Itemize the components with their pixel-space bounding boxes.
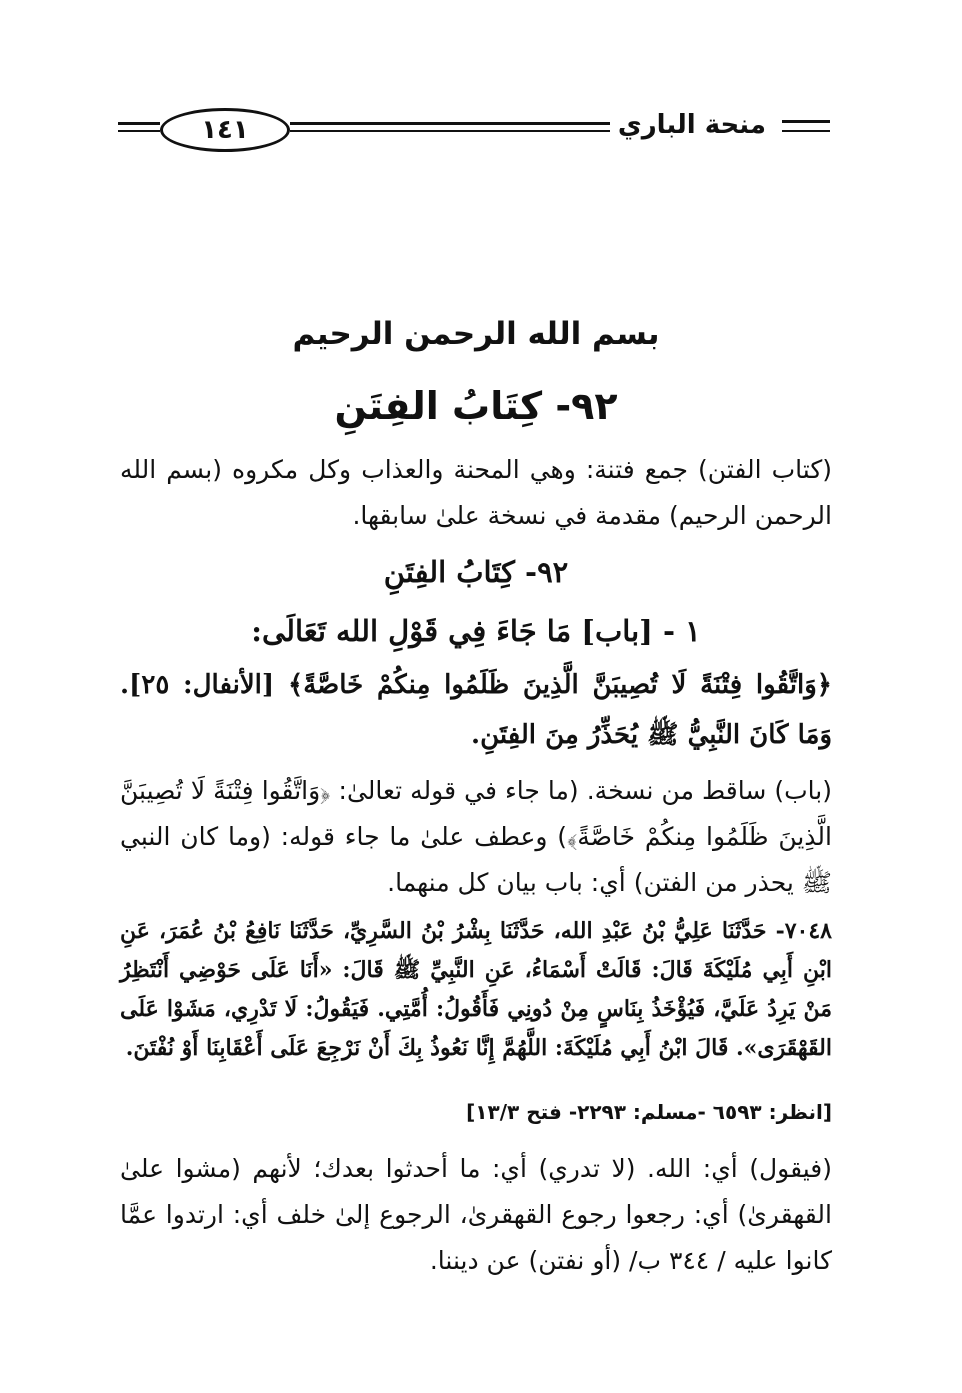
header-rule-left-lower	[118, 130, 160, 132]
basmala: بسم الله الرحمن الرحيم	[292, 316, 660, 352]
header-rule-right	[782, 120, 830, 123]
commentary-paragraph-3: (فيقول) أي: الله. (لا تدري) أي: ما أحدثوا بعدك؛ لأنهم (مشوا علىٰ القهقرىٰ) أي: رجعوا رجوع القهقرىٰ، الرجوع إلىٰ خلف أي: ارتدوا عمَّا كانوا عليه / ٣٤٤ ب/ (أو نفتن) عن ديننا.	[120, 1154, 832, 1275]
commentary-paragraph-1: (كتاب الفتن) جمع فتنة: وهي المحنة والعذاب وكل مكروه (بسم الله الرحمن الرحيم) مقدمة في نسخة علىٰ سابقها.	[120, 455, 832, 530]
chapter-heading: ١ - [باب] مَا جَاءَ فِي قَوْلِ الله تَعَالَى:	[251, 614, 701, 648]
page-number: ١٤١	[160, 108, 290, 152]
quran-verse-block: ﴿وَاتَّقُوا فِتْنَةً لَا تُصِيبَنَّ الَّذِينَ ظَلَمُوا مِنكُمْ خَاصَّةً﴾ [الأنفال: ٢٥]. وَمَا كَانَ النَّبِيُّ ﷺ يُحَذِّرُ مِنَ الفِتَنِ.	[120, 670, 832, 750]
header-rule-right-lower	[782, 130, 830, 132]
book-title: ٩٢- كِتَابُ الفِتَنِ	[334, 384, 618, 428]
header-rule-middle-lower	[290, 130, 610, 132]
running-title: منحة الباري	[617, 110, 766, 140]
book-title-text: ٩٢- كِتَابُ الفِتَنِ	[383, 555, 569, 589]
header-rule-middle	[290, 122, 610, 125]
hadith-reference: [انظر: ٦٥٩٣ -مسلم: ٢٢٩٣- فتح ١٣/٣]	[466, 1100, 832, 1124]
commentary-paragraph-2: (باب) ساقط من نسخة. (ما جاء في قوله تعالىٰ: ﴿وَاتَّقُوا فِتْنَةً لَا تُصِيبَنَّ الَّذِينَ ظَلَمُوا مِنكُمْ خَاصَّةً﴾) وعطف علىٰ ما جاء قوله: (وما كان النبي ﷺ يحذر من الفتن) أي: باب بيان كل منهما.	[120, 776, 832, 897]
header-rule-left	[118, 122, 160, 125]
running-header	[118, 100, 830, 160]
hadith-text: ٧٠٤٨- حَدَّثَنَا عَلِيُّ بْنُ عَبْدِ الله، حَدَّثَنَا بِشْرُ بْنُ السَّرِيِّ، حَدَّثَنَا نَافِعُ بْنُ عُمَرَ، عَنِ ابْنِ أَبِي مُلَيْكَةَ قَالَ: قَالَتْ أَسْمَاءُ، عَنِ النَّبِيِّ ﷺ قَالَ: «أَنَا عَلَى حَوْضِي أَنْتَظِرُ مَنْ يَرِدُ عَلَيَّ، فَيُؤْخَذُ بِنَاسٍ مِنْ دُونِي فَأَقُولُ: أُمَّتِي. فَيَقُولُ: لَا تَدْرِي، مَشَوْا عَلَى القَهْقَرَى». قَالَ ابْنُ أَبِي مُلَيْكَةَ: اللَّهُمَّ إِنَّا نَعُوذُ بِكَ أَنْ نَرْجِعَ عَلَى أَعْقَابِنَا أَوْ نُفْتَنَ.	[120, 918, 832, 1061]
